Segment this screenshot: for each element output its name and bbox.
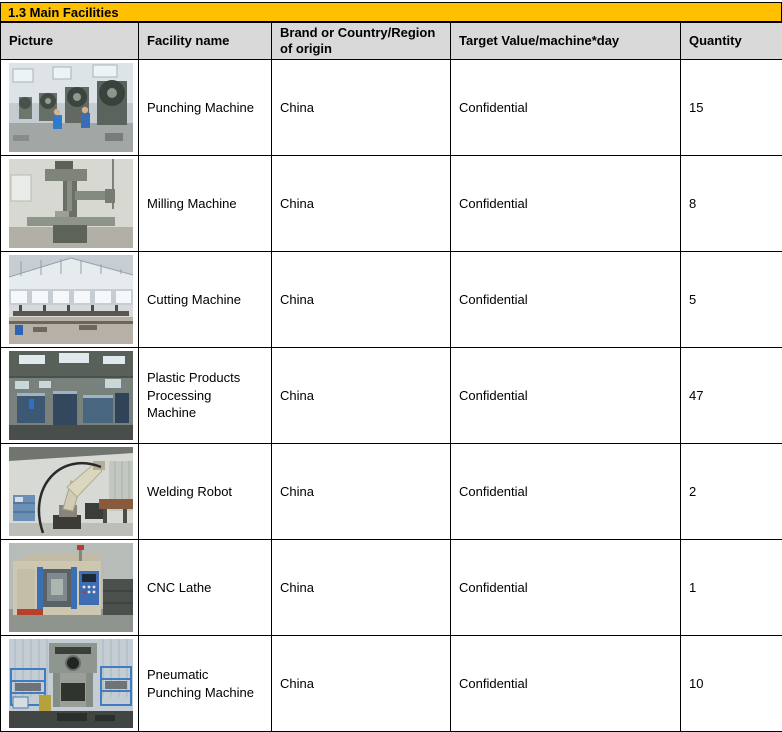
picture-cell <box>1 636 139 732</box>
picture-cell <box>1 348 139 444</box>
facilities-table <box>0 22 782 732</box>
target-value-cell: Confidential <box>451 444 681 540</box>
cutting-machine-photo <box>9 255 133 344</box>
table-row <box>1 348 782 444</box>
quantity-cell: 5 <box>681 252 782 348</box>
picture-cell <box>1 444 139 540</box>
picture-cell <box>1 252 139 348</box>
header-quantity: Quantity <box>681 23 782 60</box>
quantity-cell: 15 <box>681 60 782 156</box>
quantity-cell: 1 <box>681 540 782 636</box>
section-title-bar <box>0 2 782 22</box>
milling-machine-photo <box>9 159 133 248</box>
facility-name-cell: Cutting Machine <box>139 252 272 348</box>
picture-cell <box>1 60 139 156</box>
pneumatic-punching-machine-photo <box>9 639 133 728</box>
origin-cell: China <box>272 444 451 540</box>
table-row <box>1 540 782 636</box>
section-title: 1.3 Main Facilities <box>8 4 119 20</box>
table-row <box>1 156 782 252</box>
table-row <box>1 252 782 348</box>
target-value-cell: Confidential <box>451 636 681 732</box>
punching-machine-photo <box>9 63 133 152</box>
origin-cell: China <box>272 540 451 636</box>
target-value-cell: Confidential <box>451 252 681 348</box>
picture-cell <box>1 540 139 636</box>
quantity-cell: 10 <box>681 636 782 732</box>
origin-cell: China <box>272 252 451 348</box>
facility-name-cell: CNC Lathe <box>139 540 272 636</box>
origin-cell: China <box>272 60 451 156</box>
facility-name-cell: Punching Machine <box>139 60 272 156</box>
target-value-cell: Confidential <box>451 540 681 636</box>
facility-name-cell: Plastic Products Processing Machine <box>139 348 272 444</box>
facility-name-cell: Milling Machine <box>139 156 272 252</box>
origin-cell: China <box>272 636 451 732</box>
cnc-lathe-photo <box>9 543 133 632</box>
facility-name-cell: Pneumatic Punching Machine <box>139 636 272 732</box>
quantity-cell: 2 <box>681 444 782 540</box>
target-value-cell: Confidential <box>451 60 681 156</box>
table-row <box>1 636 782 732</box>
target-value-cell: Confidential <box>451 156 681 252</box>
header-facility-name: Facility name <box>139 23 272 60</box>
facility-name-cell: Welding Robot <box>139 444 272 540</box>
picture-cell <box>1 156 139 252</box>
header-target-value: Target Value/machine*day <box>451 23 681 60</box>
welding-robot-photo <box>9 447 133 536</box>
origin-cell: China <box>272 156 451 252</box>
table-row <box>1 444 782 540</box>
header-brand-origin: Brand or Country/Region of origin <box>272 23 451 60</box>
table-header-row <box>1 23 782 60</box>
origin-cell: China <box>272 348 451 444</box>
table-row <box>1 60 782 156</box>
quantity-cell: 47 <box>681 348 782 444</box>
plastic-processing-machine-photo <box>9 351 133 440</box>
target-value-cell: Confidential <box>451 348 681 444</box>
quantity-cell: 8 <box>681 156 782 252</box>
header-picture: Picture <box>1 23 139 60</box>
